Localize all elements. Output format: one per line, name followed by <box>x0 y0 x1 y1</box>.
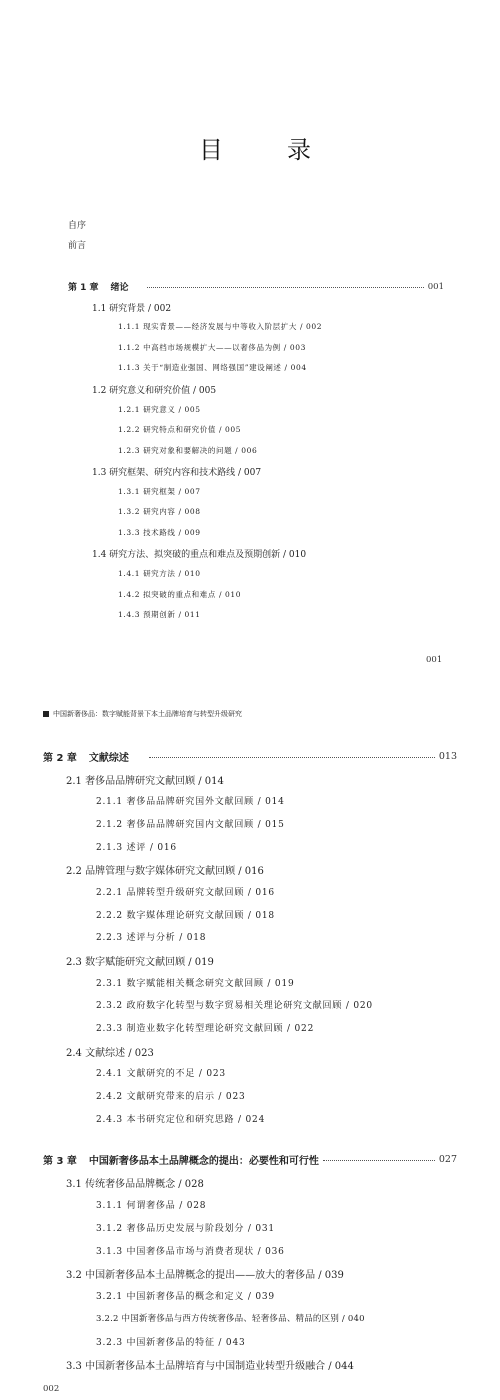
chapter-title: 绪论 <box>110 283 129 293</box>
toc-entry[interactable]: 2.4.2 文献研究带来的启示 / 023 <box>96 1092 246 1102</box>
toc-entry[interactable]: 2.2 品牌管理与数字媒体研究文献回顾 / 016 <box>66 866 264 877</box>
toc-entry[interactable]: 1.1.1 现实背景——经济发展与中等收入阶层扩大 / 002 <box>118 322 323 331</box>
toc-entry[interactable]: 1.1.2 中高档市场规模扩大——以奢侈品为例 / 003 <box>118 343 306 352</box>
toc-entry[interactable]: 1.1 研究背景 / 002 <box>92 304 172 314</box>
chapter-title: 中国新奢侈品本土品牌概念的提出：必要性和可行性 <box>88 1156 319 1167</box>
toc-entry[interactable]: 1.4.3 预期创新 / 011 <box>118 610 201 619</box>
toc-entry[interactable]: 3.2.1 中国新奢侈品的概念和定义 / 039 <box>96 1292 275 1302</box>
toc-entry[interactable]: 1.2 研究意义和研究价值 / 005 <box>92 386 217 396</box>
toc-entry[interactable]: 1.4 研究方法、拟突破的重点和难点及预期创新 / 010 <box>92 550 307 560</box>
toc-entry[interactable]: 2.3 数字赋能研究文献回顾 / 019 <box>66 957 214 968</box>
chapter-2-entry[interactable] <box>43 749 457 764</box>
toc-entry[interactable]: 2.4.1 文献研究的不足 / 023 <box>96 1069 226 1079</box>
chapter-page: 027 <box>438 1154 457 1165</box>
toc-entry[interactable]: 2.1 奢侈品品牌研究文献回顾 / 014 <box>66 776 224 787</box>
toc-entry[interactable]: 2.1.1 奢侈品品牌研究国外文献回顾 / 014 <box>96 797 285 807</box>
toc-entry[interactable]: 3.3 中国新奢侈品本土品牌培育与中国制造业转型升级融合 / 044 <box>66 1361 354 1372</box>
page-folio: 002 <box>43 1384 60 1394</box>
chapter-number: 第 2 章 <box>43 753 77 764</box>
running-head-text: 中国新奢侈品：数字赋能背景下本土品牌培育与转型升级研究 <box>53 710 242 718</box>
toc-entry[interactable]: 2.4.3 本书研究定位和研究思路 / 024 <box>96 1115 266 1125</box>
chapter-page: 013 <box>438 751 457 762</box>
chapter-1-entry[interactable] <box>68 280 444 293</box>
toc-entry[interactable]: 2.2.2 数字媒体理论研究文献回顾 / 018 <box>96 911 275 921</box>
toc-entry[interactable]: 1.2.3 研究对象和要解决的问题 / 006 <box>118 446 258 455</box>
toc-entry[interactable]: 3.2.2 中国新奢侈品与西方传统奢侈品、轻奢侈品、精品的区别 / 040 <box>96 1314 365 1324</box>
chapter-3-entry[interactable] <box>43 1152 457 1167</box>
toc-page-1 <box>0 0 500 690</box>
toc-entry[interactable]: 3.1.1 何谓奢侈品 / 028 <box>96 1201 207 1211</box>
chapter-page: 001 <box>427 281 444 292</box>
toc-entry[interactable]: 1.1.3 关于“制造业强国、网络强国”建设阐述 / 004 <box>118 363 307 372</box>
toc-entry[interactable]: 2.3.1 数字赋能相关概念研究文献回顾 / 019 <box>96 979 295 989</box>
dot-leader <box>323 1160 435 1161</box>
preface-entry[interactable]: 自序 <box>68 221 87 231</box>
dot-leader <box>147 287 424 288</box>
toc-entry[interactable]: 3.1.3 中国奢侈品市场与消费者现状 / 036 <box>96 1247 285 1257</box>
toc-entry[interactable]: 2.4 文献综述 / 023 <box>66 1048 154 1059</box>
toc-entry[interactable]: 1.2.2 研究特点和研究价值 / 005 <box>118 425 242 434</box>
toc-title-right: 录 <box>287 136 311 164</box>
toc-entry[interactable]: 2.2.1 品牌转型升级研究文献回顾 / 016 <box>96 888 275 898</box>
toc-entry[interactable]: 3.2.3 中国新奢侈品的特征 / 043 <box>96 1338 246 1348</box>
toc-title-left: 目 <box>199 136 223 164</box>
toc-entry[interactable]: 2.1.3 述评 / 016 <box>96 843 177 853</box>
toc-entry[interactable]: 1.4.2 拟突破的重点和难点 / 010 <box>118 590 242 599</box>
square-bullet-icon <box>43 711 49 717</box>
toc-entry[interactable]: 2.3.2 政府数字化转型与数字贸易相关理论研究文献回顾 / 020 <box>96 1001 373 1011</box>
toc-entry[interactable]: 1.3.2 研究内容 / 008 <box>118 507 201 516</box>
running-head <box>43 709 242 719</box>
toc-entry[interactable]: 2.1.2 奢侈品品牌研究国内文献回顾 / 015 <box>96 820 285 830</box>
toc-page-2 <box>0 690 500 1400</box>
foreword-entry[interactable]: 前言 <box>68 241 87 251</box>
dot-leader <box>149 757 435 758</box>
toc-entry[interactable]: 3.1.2 奢侈品历史发展与阶段划分 / 031 <box>96 1224 275 1234</box>
chapter-title: 文献综述 <box>88 753 129 764</box>
toc-entry[interactable]: 3.2 中国新奢侈品本土品牌概念的提出——放大的奢侈品 / 039 <box>66 1270 344 1281</box>
chapter-number: 第 1 章 <box>68 283 99 293</box>
chapter-number: 第 3 章 <box>43 1156 77 1167</box>
toc-entry[interactable]: 1.3.3 技术路线 / 009 <box>118 528 201 537</box>
toc-entry[interactable]: 1.3 研究框架、研究内容和技术路线 / 007 <box>92 468 262 478</box>
toc-entry[interactable]: 2.2.3 述评与分析 / 018 <box>96 933 207 943</box>
toc-entry[interactable]: 1.4.1 研究方法 / 010 <box>118 569 201 578</box>
toc-entry[interactable]: 2.3.3 制造业数字化转型理论研究文献回顾 / 022 <box>96 1024 315 1034</box>
toc-entry[interactable]: 3.1 传统奢侈品品牌概念 / 028 <box>66 1179 204 1190</box>
toc-entry[interactable]: 1.3.1 研究框架 / 007 <box>118 487 201 496</box>
toc-entry[interactable]: 1.2.1 研究意义 / 005 <box>118 405 201 414</box>
page-folio: 001 <box>426 655 443 665</box>
